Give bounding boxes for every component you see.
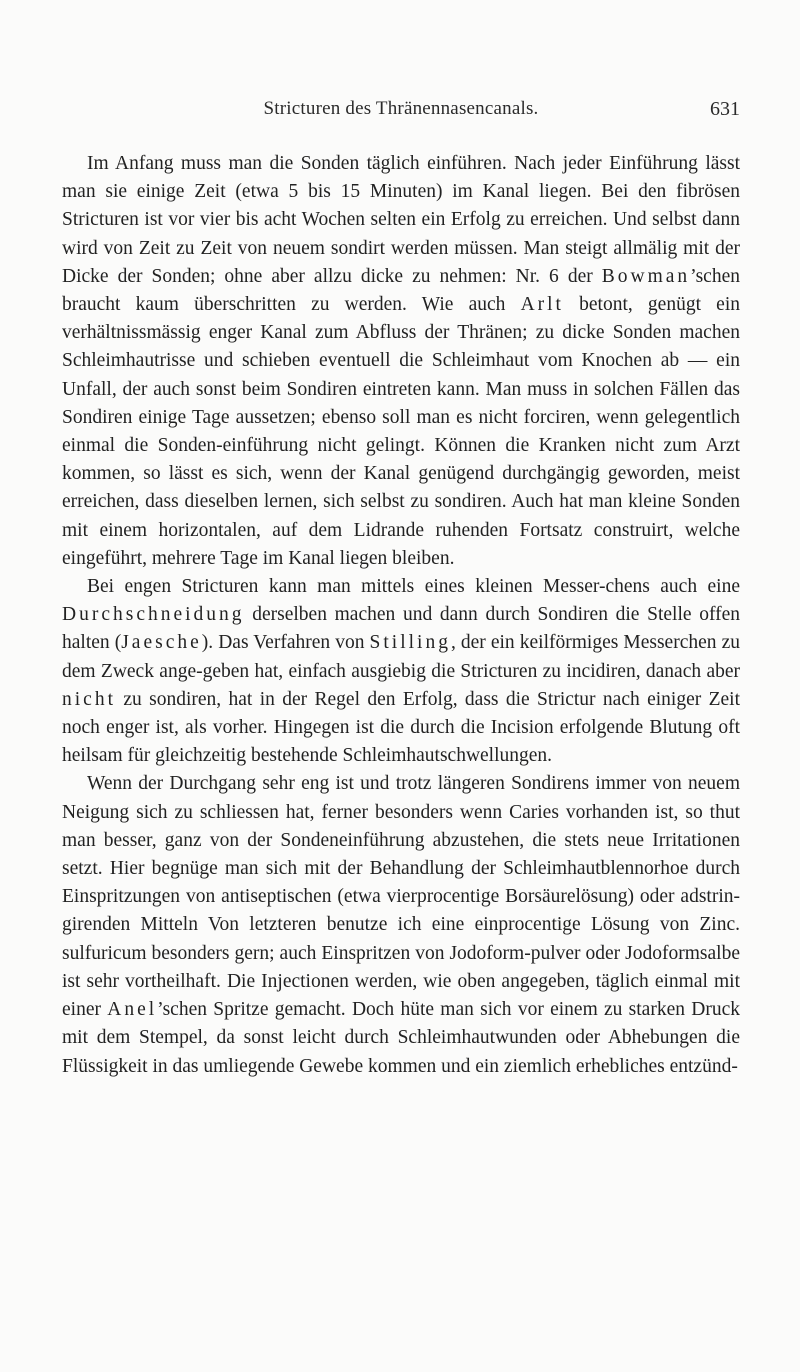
paragraph: [62, 573, 740, 770]
author-name: Anel: [107, 999, 158, 1021]
text-segment: ’schen braucht kaum überschritten zu werden. Wie auch: [62, 265, 740, 316]
running-title: Stricturen des Thränennasencanals.: [263, 98, 539, 119]
author-name: Arlt: [520, 294, 564, 316]
page-number: 631: [710, 98, 740, 120]
author-name: Jaesche: [121, 632, 202, 654]
author-name: Stilling: [369, 632, 451, 654]
text-segment: ). Das Verfahren von: [201, 632, 370, 654]
paragraph: [62, 150, 740, 573]
emphasized-term: nicht: [62, 688, 116, 710]
text-segment: zu sondiren, hat in der Regel den Erfolg, dass die Strictur nach einiger Zeit noch enger ist, als vorher. Hingegen ist die durch die Incision erfolgende Blutung oft heilsam für gleichzeitig bestehende Schleimhautschwellungen.: [62, 688, 740, 767]
text-segment: Wenn der Durchgang sehr eng ist und trotz längeren Sondirens immer von neuem Neigung sich zu schliessen hat, ferner besonders wenn Caries vorhanden ist, so thut man besser, ganz von der Sondeneinführung abzustehen, die stets neue Irritationen setzt. Hier begnüge man sich mit der Behandlung der Schleimhautblennorhoe durch Einspritzungen von antiseptischen (etwa vierprocentige Borsäurelösung) oder adstrin-girenden Mitteln Von letzteren benutze ich eine einprocentige Lösung von Zinc. sulfuricum besonders gern; auch Einspritzen von Jodoform-pulver oder Jodoformsalbe ist sehr vortheilhaft. Die Injectionen werden, wie oben angegeben, täglich einmal mit einer: [62, 773, 740, 1021]
body-text: [62, 150, 740, 1081]
text-segment: betont, genügt ein verhältnissmässig enger Kanal zum Abfluss der Thränen; zu dicke Sonden machen Schleimhautrisse und schieben eventuell die Schleimhaut vom Knochen ab — ein Unfall, der auch sonst beim Sondiren eintreten kann. Man muss in solchen Fällen das Sondiren einige Tage aussetzen; ebenso soll man es nicht forciren, wenn gelegentlich einmal die Sonden-einführung nicht gelingt. Können die Kranken nicht zum Arzt kommen, so lässt es sich, wenn der Kanal genügend durchgängig geworden, meist erreichen, dass dieselben lernen, sich selbst zu sondiren. Auch hat man kleine Sonden mit einem horizontalen, auf dem Lidrande ruhenden Fortsatz construirt, welche eingeführt, mehrere Tage im Kanal liegen bleiben.: [62, 294, 740, 569]
emphasized-term: Durchschneidung: [62, 604, 245, 626]
text-segment: Bei engen Stricturen kann man mittels eines kleinen Messer-chens auch eine: [87, 576, 740, 598]
paragraph: [62, 770, 740, 1080]
text-segment: derselben machen und dann durch Sondiren die Stelle offen halten (: [62, 604, 740, 654]
text-segment: Im Anfang muss man die Sonden täglich einführen. Nach jeder Einführung lässt man sie einige Zeit (etwa 5 bis 15 Minuten) im Kanal liegen. Bei den fibrösen Stricturen ist vor vier bis acht Wochen selten ein Erfolg zu erreichen. Und selbst dann wird von Zeit zu Zeit von neuem sondirt werden müssen. Man steigt allmälig mit der Dicke der Sonden; ohne aber allzu dicke zu nehmen: Nr. 6 der: [62, 153, 740, 287]
text-segment: ’schen Spritze gemacht. Doch hüte man sich vor einem zu starken Druck mit dem Stempel, da sonst leicht durch Schleimhautwunden oder Abhebungen die Flüssigkeit in das umliegende Gewebe kommen und ein ziemlich erhebliches entzünd-: [62, 999, 740, 1077]
author-name: Bowman: [601, 265, 691, 287]
running-header: [62, 98, 740, 128]
text-segment: , der ein keilförmiges Messerchen zu dem Zweck ange-geben hat, einfach ausgiebig die Stricturen zu incidiren, danach aber: [62, 632, 740, 682]
